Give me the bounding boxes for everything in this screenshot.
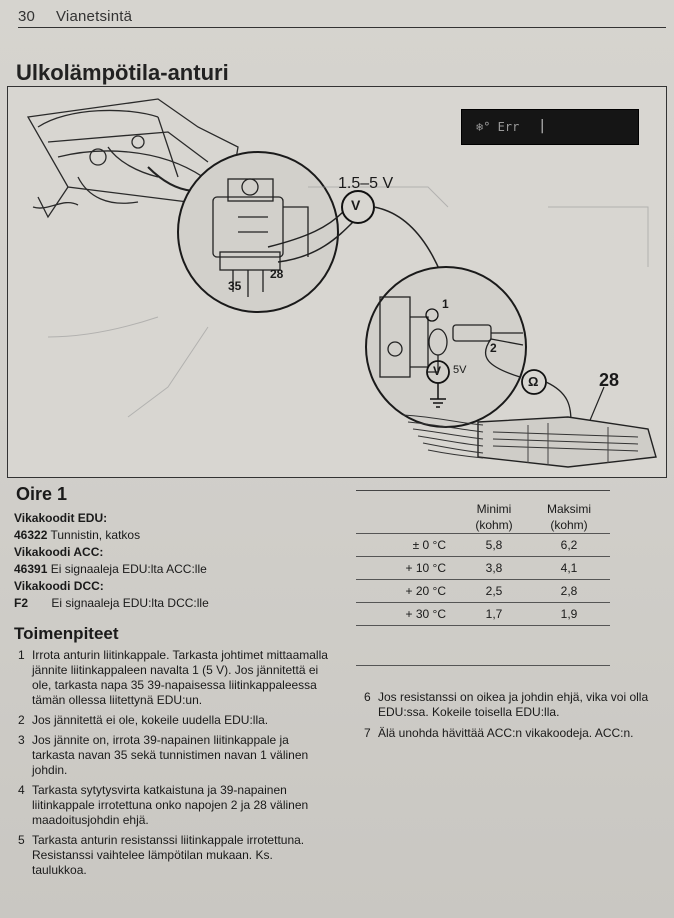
- list-item: 1 Irrota anturin liitinkappale. Tarkasta johtimet mittaamalla jännite liitinkappaleen navalta 1 (5 V). Jos jännitettä ei ole, tarkasta napa 35 39-napaisessa liitinkappaleessa tämän ollessa liitettynä EDU:un.: [18, 648, 328, 707]
- pin-35-label: 35: [228, 279, 242, 293]
- page-number: 30: [18, 8, 36, 25]
- illustration-drawing: [8, 87, 667, 478]
- acc-text: Ei signaaleja EDU:lta ACC:lle: [50, 562, 207, 576]
- col-max-header: Maksimi: [547, 502, 591, 516]
- pin-1-label: 1: [442, 297, 449, 311]
- voltage-range-label: 1.5–5 V: [338, 175, 394, 192]
- col-min-unit: (kohm): [475, 518, 513, 532]
- dcc-code: F2: [14, 596, 29, 610]
- voltmeter-label: V: [351, 197, 361, 213]
- voltmeter-small-label: V: [433, 364, 442, 378]
- table-row: + 10 °C 3,8 4,1: [356, 556, 610, 579]
- list-item: 5 Tarkasta anturin resistanssi liitinkappale irrotettuna. Resistanssi vaihtelee lämpötilan mukaan. Ks. taulukkoa.: [18, 833, 305, 877]
- connector-39-pin: [478, 417, 656, 467]
- fault-title: Oire 1: [16, 484, 68, 504]
- measures-list-right: [364, 690, 670, 747]
- acc-code: 46391: [14, 562, 48, 576]
- table-header: [356, 491, 610, 533]
- pin-28-small-label: 28: [270, 267, 284, 281]
- list-item: 2 Jos jännitettä ei ole, kokeile uudella EDU:lla.: [18, 713, 269, 727]
- fault-codes: [14, 510, 344, 612]
- pin-28-large-label: 28: [599, 370, 620, 390]
- climate-display: [461, 109, 639, 145]
- table-row: + 30 °C 1,7 1,9: [356, 602, 610, 625]
- list-item: 6 Jos resistanssi on oikea ja johdin ehjä, vika voi olla EDU:ssa. Kokeile toisella EDU:lla.: [364, 690, 649, 719]
- list-item: 7 Älä unohda hävittää ACC:n vikakoodeja. ACC:n.: [364, 726, 634, 740]
- measures-title: Toimenpiteet: [14, 624, 119, 643]
- table-row: + 20 °C 2,5 2,8: [356, 579, 610, 602]
- dcc-heading: Vikakoodi DCC:: [14, 579, 104, 593]
- resistance-table: [356, 490, 610, 641]
- acc-heading: Vikakoodi ACC:: [14, 545, 104, 559]
- col-max-unit: (kohm): [550, 518, 588, 532]
- ohmmeter-label: Ω: [528, 374, 539, 389]
- list-item: 4 Tarkasta sytytysvirta katkaistuna ja 39-napainen liitinkappale irrotettuna onko napojen 2 ja 28 välinen maadoitusjohdin ehjä.: [18, 783, 309, 827]
- list-item: 3 Jos jännite on, irrota 39-napainen liitinkappale ja tarkasta navan 35 sekä tunnistimen navan 1 välinen johdin.: [18, 733, 309, 777]
- dcc-text: Ei signaaleja EDU:lta DCC:lle: [51, 596, 209, 610]
- col-min-header: Minimi: [476, 502, 512, 516]
- edu-code: 46322: [14, 528, 48, 542]
- running-head: [18, 6, 666, 28]
- display-cursor: |: [538, 118, 547, 134]
- display-error-text: ❄° Err: [476, 120, 520, 134]
- table-row: ± 0 °C 5,8 6,2: [356, 533, 610, 556]
- section-name: Vianetsintä: [56, 8, 133, 25]
- wiring-illustration: [7, 86, 667, 478]
- page-title: Ulkolämpötila-anturi: [16, 60, 229, 85]
- edu-heading: Vikakoodit EDU:: [14, 511, 108, 525]
- pin-2-label: 2: [490, 341, 497, 355]
- five-volt-label: 5V: [453, 364, 467, 376]
- edu-text: Tunnistin, katkos: [50, 528, 141, 542]
- measures-list-left: [18, 648, 328, 883]
